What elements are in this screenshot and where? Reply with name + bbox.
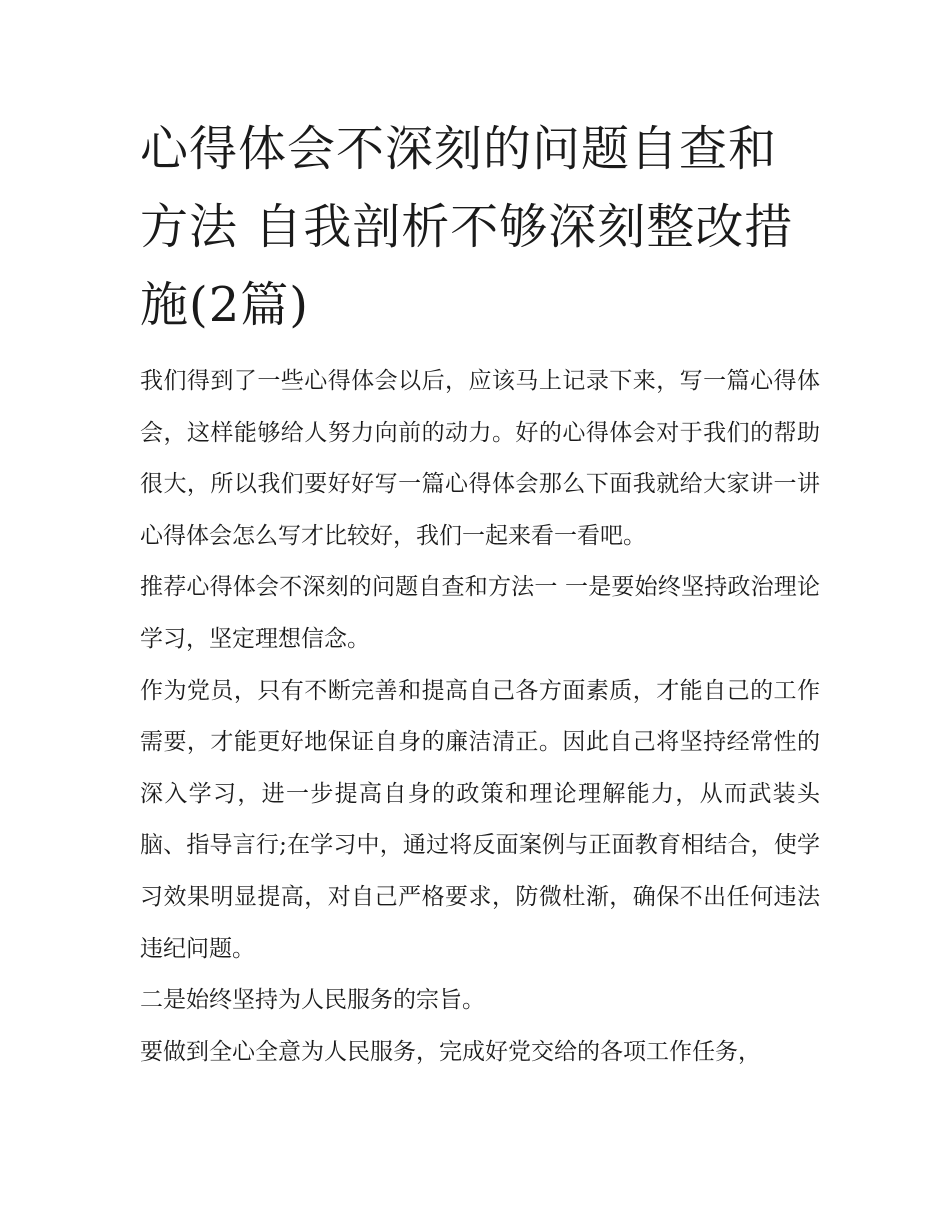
document-page <box>140 110 820 1078</box>
intro-paragraph: 我们得到了一些心得体会以后，应该马上记录下来，写一篇心得体会，这样能够给人努力向前的动力。好的心得体会对于我们的帮助很大，所以我们要好好写一篇心得体会那么下面我就给大家讲一讲心得体会怎么写才比较好，我们一起来看一看吧。 <box>140 368 820 549</box>
section-two-body: 要做到全心全意为人民服务，完成好党交给的各项工作任务， <box>140 1038 761 1065</box>
section-two-heading: 二是始终坚持为人民服务的宗旨。 <box>140 987 485 1014</box>
document-title: 心得体会不深刻的问题自查和方法 自我剖析不够深刻整改措施(2篇) <box>140 121 794 333</box>
section-one-body: 作为党员，只有不断完善和提高自己各方面素质，才能自己的工作需要，才能更好地保证自身的廉洁清正。因此自己将坚持经常性的深入学习，进一步提高自身的政策和理论理解能力，从而武装头脑、指导言行;在学习中，通过将反面案例与正面教育相结合，使学习效果明显提高，对自己严格要求，防微杜渐，确保不出任何违法违纪问题。 <box>140 677 820 962</box>
section-one-heading: 推荐心得体会不深刻的问题自查和方法一 一是要始终坚持政治理论学习，坚定理想信念。 <box>140 574 820 652</box>
